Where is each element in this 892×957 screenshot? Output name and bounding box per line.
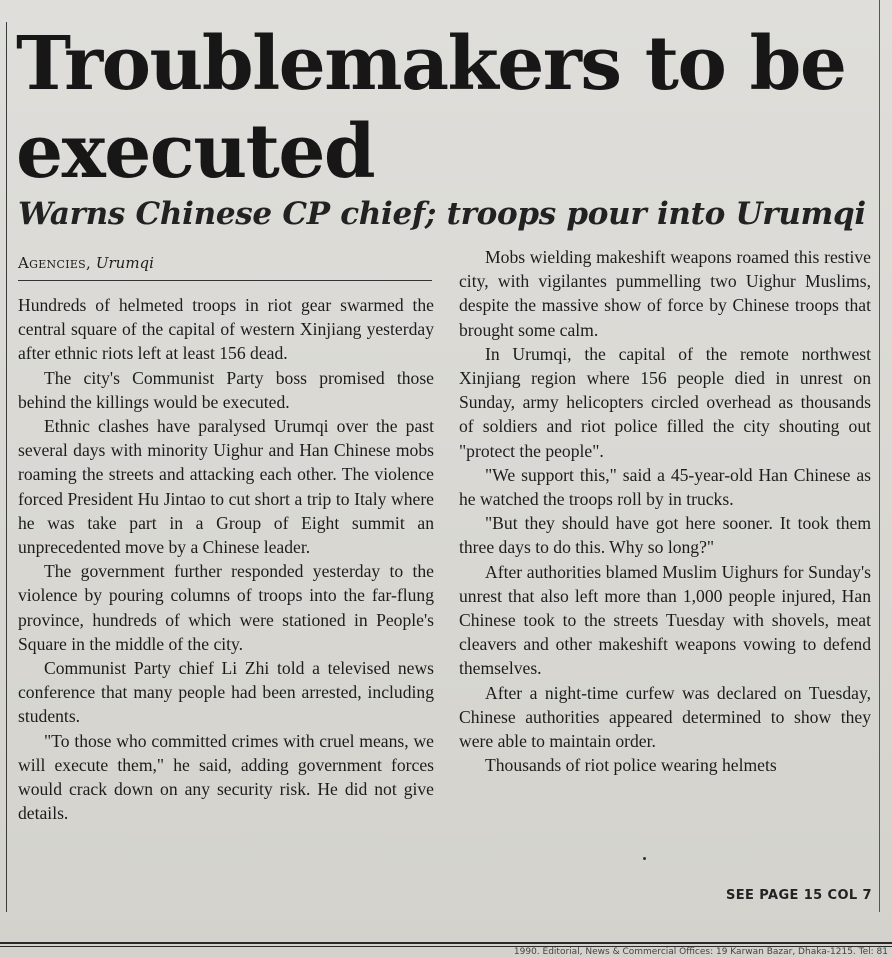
continuation-jump-line: SEE PAGE 15 COL 7: [726, 888, 872, 903]
byline-agency: Agencies,: [18, 254, 92, 272]
paragraph: In Urumqi, the capital of the remote northwest Xinjiang region where 156 people died in unrest on Sunday, army helicopters circled overhead as thousands of soldiers and riot police filled the city shouting out "protect the people".: [459, 343, 871, 461]
paragraph: Thousands of riot police wearing helmets: [485, 755, 777, 776]
article-column-2: [459, 245, 871, 777]
paragraph: "To those who committed crimes with cruel means, we will execute them," he said, adding government forces would crack down on any security risk. He did not give details.: [18, 730, 434, 824]
imprint-strip: 1990. Editorial, News & Commercial Offices: 19 Karwan Bazar, Dhaka-1215. Tel: 81: [513, 947, 888, 957]
paragraph: Ethnic clashes have paralysed Urumqi over the past several days with minority Uighur and Han Chinese mobs roaming the streets and attacking each other. The violence forced President Hu Jintao to cut short a trip to Italy where he was take part in a Group of Eight summit an unprecedented move by a Chinese leader.: [18, 416, 434, 558]
article-column-1: [18, 293, 434, 825]
paragraph: Communist Party chief Li Zhi told a televised news conference that many people had been arrested, including students.: [18, 658, 434, 727]
paragraph: After authorities blamed Muslim Uighurs for Sunday's unrest that also left more than 1,000 people injured, Han Chinese took to the streets Tuesday with shovels, meat cleavers and other makeshift weapons vowing to defend themselves.: [459, 561, 871, 679]
byline-place: Urumqi: [95, 254, 154, 272]
paragraph: After a night-time curfew was declared on Tuesday, Chinese authorities appeared determined to show they were able to maintain order.: [459, 682, 871, 752]
paragraph: "But they should have got here sooner. It took them three days to do this. Why so long?": [459, 513, 871, 558]
paragraph: Mobs wielding makeshift weapons roamed this restive city, with vigilantes pummelling two Uighur Muslims, despite the massive show of force by Chinese troops that brought some calm.: [459, 247, 871, 340]
article-subhead: Warns Chinese CP chief; troops pour into Urumqi: [18, 196, 866, 232]
article-headline: Troublemakers to be executed: [16, 21, 846, 195]
byline-rule: [18, 280, 432, 281]
paragraph: Hundreds of helmeted troops in riot gear swarmed the central square of the capital of western Xinjiang yesterday after ethnic riots left at least 156 dead.: [18, 295, 434, 364]
paragraph: The government further responded yesterday to the violence by pouring columns of troops into the far-flung province, hundreds of which were stationed in People's Square in the middle of the city.: [18, 561, 434, 654]
paragraph: "We support this," said a 45-year-old Han Chinese as he watched the troops roll by in trucks.: [459, 464, 871, 510]
print-speck: [643, 857, 646, 860]
page-bottom-rule: [0, 942, 892, 944]
column-rule-left: [6, 22, 7, 912]
column-rule-right: [879, 0, 880, 912]
byline: [18, 253, 154, 273]
paragraph: The city's Communist Party boss promised those behind the killings would be executed.: [18, 367, 434, 412]
